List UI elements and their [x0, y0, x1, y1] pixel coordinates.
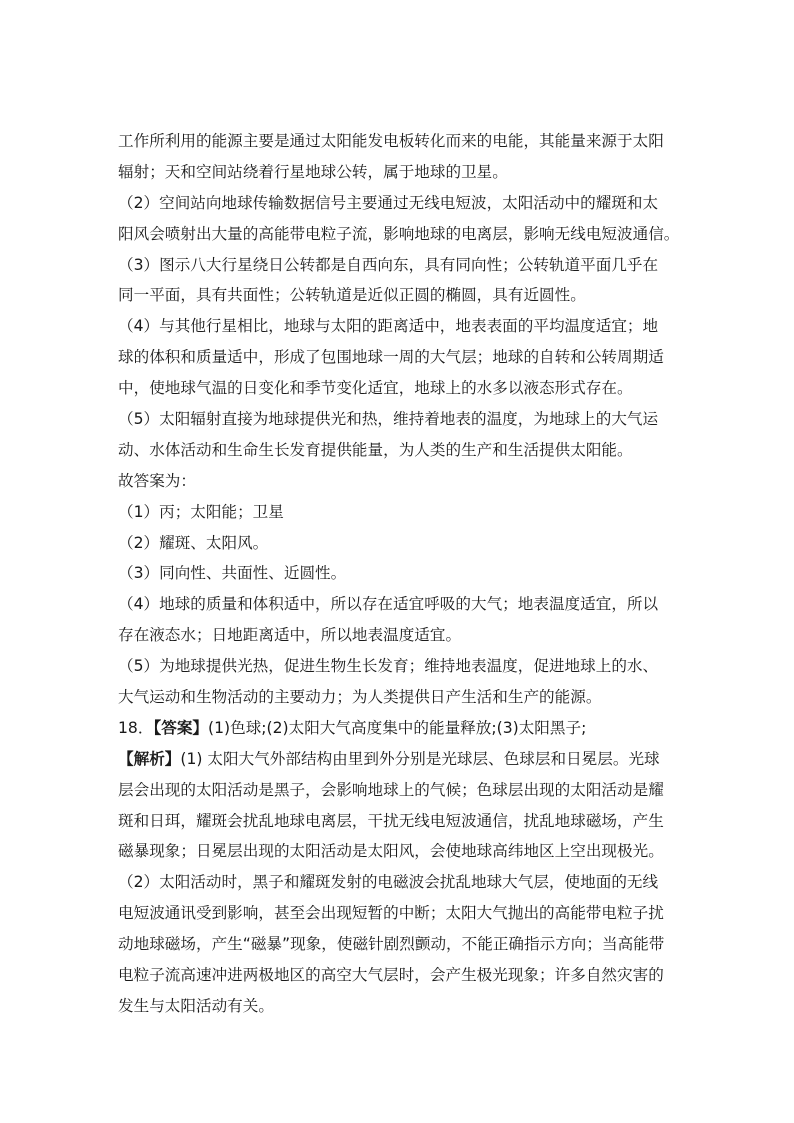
- question-number: 18．: [118, 718, 154, 737]
- text-line: 电粒子流高速冲进两极地区的高空大气层时，会产生极光现象；许多自然灾害的: [118, 966, 664, 985]
- text-line: 发生与太阳活动有关。: [118, 996, 274, 1015]
- text-line: （5）太阳辐射直接为地球提供光和热，维持着地表的温度，为地球上的大气运: [118, 410, 659, 429]
- answer-text: (1)色球;(2)太阳大气高度集中的能量释放;(3)太阳黑子;: [208, 718, 587, 737]
- text-line: 存在液态水；日地距离适中，所以地表温度适宜。: [118, 626, 462, 645]
- text-line: 中，使地球气温的日变化和季节变化适宜，地球上的水多以液态形式存在。: [118, 379, 633, 398]
- text-line: 工作所利用的能源主要是通过太阳能发电板转化而来的电能，其能量来源于太阳: [118, 132, 664, 150]
- text-line: （2）耀斑、太阳风。: [118, 533, 269, 552]
- text-line: 斑和日珥，耀斑会扰乱地球电离层，干扰无线电短波通信，扰乱地球磁场，产生: [118, 811, 664, 830]
- text-line: （2）空间站向地球传输数据信号主要通过无线电短波，太阳活动中的耀斑和太: [118, 193, 659, 212]
- text-line: （1）丙；太阳能；卫星: [118, 502, 284, 521]
- analysis-tag: 【解析】: [118, 749, 181, 768]
- analysis-text: (1) 太阳大气外部结构由里到外分别是光球层、色球层和日冕层。光球: [180, 749, 660, 768]
- text-line: 辐射；天和空间站绕着行星地球公转，属于地球的卫星。: [118, 162, 508, 181]
- text-line: 层会出现的太阳活动是黑子，会影响地球上的气候；色球层出现的太阳活动是耀: [118, 780, 664, 799]
- text-line: 动地球磁场，产生“磁暴”现象，使磁针剧烈颤动，不能正确指示方向；当高能带: [118, 935, 665, 954]
- text-line: （5）为地球提供光热，促进生物生长发育；维持地表温度，促进地球上的水、: [118, 657, 659, 676]
- text-line: （3）同向性、共面性、近圆性。: [118, 564, 347, 583]
- text-line: （3）图示八大行星绕日公转都是自西向东，具有同向性；公转轨道平面几乎在: [118, 255, 659, 274]
- text-line: （4）地球的质量和体积适中，所以存在适宜呼吸的大气；地表温度适宜，所以: [118, 595, 659, 614]
- text-line: 同一平面，具有共面性；公转轨道是近似正圆的椭圆，具有近圆性。: [118, 286, 586, 305]
- document-body: [118, 126, 688, 1022]
- text-line: （4）与其他行星相比，地球与太阳的距离适中，地表表面的平均温度适宜；地: [118, 317, 659, 336]
- text-line: 电短波通讯受到影响，甚至会出现短暂的中断；太阳大气抛出的高能带电粒子扰: [118, 904, 664, 923]
- text-line: （2）太阳活动时，黑子和耀斑发射的电磁波会扰乱地球大气层，使地面的无线: [118, 873, 659, 892]
- answer-tag: 【答案】: [153, 718, 209, 737]
- answer-18-line: [118, 713, 688, 744]
- text-line: 磁暴现象；日冕层出现的太阳活动是太阳风，会使地球高纬地区上空出现极光。: [118, 842, 664, 861]
- text-line: 动、水体活动和生命生长发育提供能量，为人类的生产和生活提供太阳能。: [118, 440, 633, 459]
- text-line: 球的体积和质量适中，形成了包围地球一周的大气层；地球的自转和公转周期适: [118, 348, 664, 367]
- text-line: 阳风会喷射出大量的高能带电粒子流，影响地球的电离层，影响无线电短波通信。: [118, 224, 680, 243]
- analysis-first-line: [118, 744, 688, 775]
- text-line: 故答案为：: [118, 471, 196, 490]
- text-line: 大气运动和生物活动的主要动力；为人类提供日产生活和生产的能源。: [118, 688, 602, 707]
